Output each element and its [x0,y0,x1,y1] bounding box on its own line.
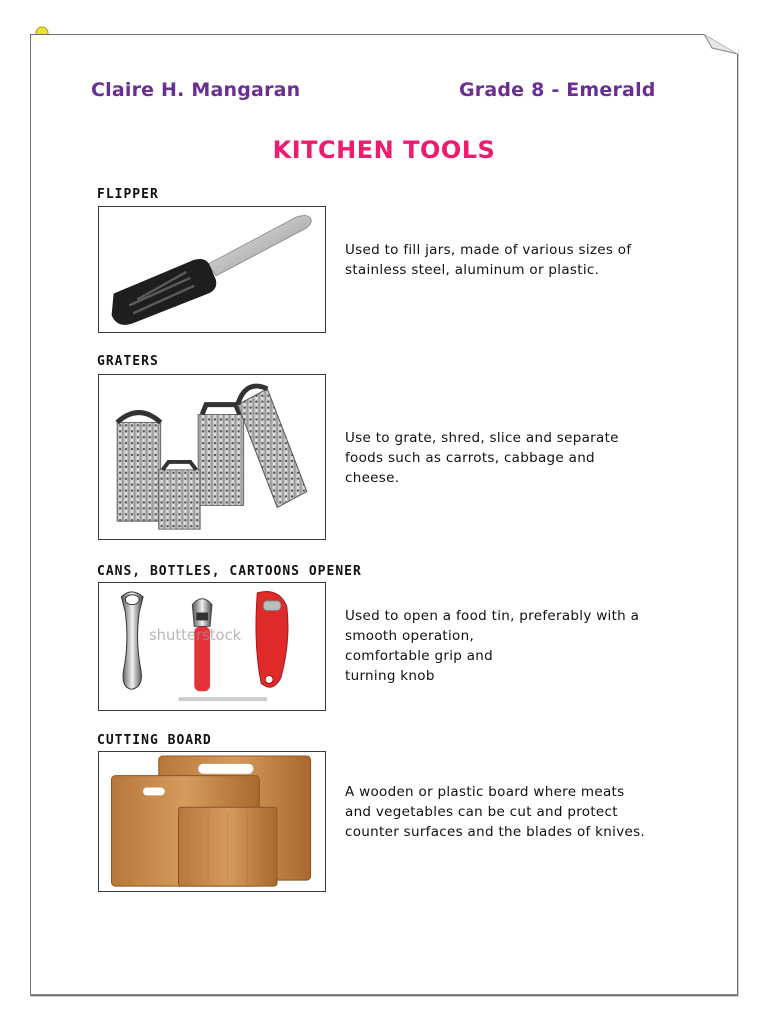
opener-image [98,582,326,711]
flipper-image [98,206,326,333]
graters-image [98,374,326,540]
opener-icon [99,583,325,710]
student-name: Claire H. Mangaran [91,79,301,101]
description-line: stainless steel, aluminum or plastic. [345,262,600,278]
description-line: and vegetables can be cut and protect [345,804,618,820]
description-line: counter surfaces and the blades of knives. [345,824,646,840]
flipper-description [345,240,685,280]
page-curl-icon [704,34,740,56]
description-line: foods such as carrots, cabbage and [345,450,595,466]
section-heading-cutting-board: CUTTING BOARD [97,733,212,748]
page-bottom-border [30,994,738,995]
page-title: KITCHEN TOOLS [272,136,496,164]
cutting-board-description [345,782,685,842]
watermark-text: shutterstock [148,627,242,645]
description-line: Used to fill jars, made of various sizes of [345,242,632,258]
spatula-icon [99,207,325,332]
description-line: comfortable grip and [345,648,494,664]
section-heading-opener: CANS, BOTTLES, CARTOONS OPENER [97,564,362,579]
cutting-board-icon [99,752,325,891]
graters-description [345,428,685,488]
cutting-board-image [98,751,326,892]
section-heading-flipper: FLIPPER [97,187,159,202]
section-heading-graters: GRATERS [97,354,159,369]
description-line: cheese. [345,470,400,486]
description-line: A wooden or plastic board where meats [345,784,625,800]
description-line: Use to grate, shred, slice and separate [345,430,619,446]
description-line: Used to open a food tin, preferably with a [345,608,640,624]
description-line: smooth operation, [345,628,475,644]
grater-icon [99,375,325,539]
grade-section: Grade 8 - Emerald [459,79,656,101]
description-line: turning knob [345,668,435,684]
opener-description [345,606,685,686]
